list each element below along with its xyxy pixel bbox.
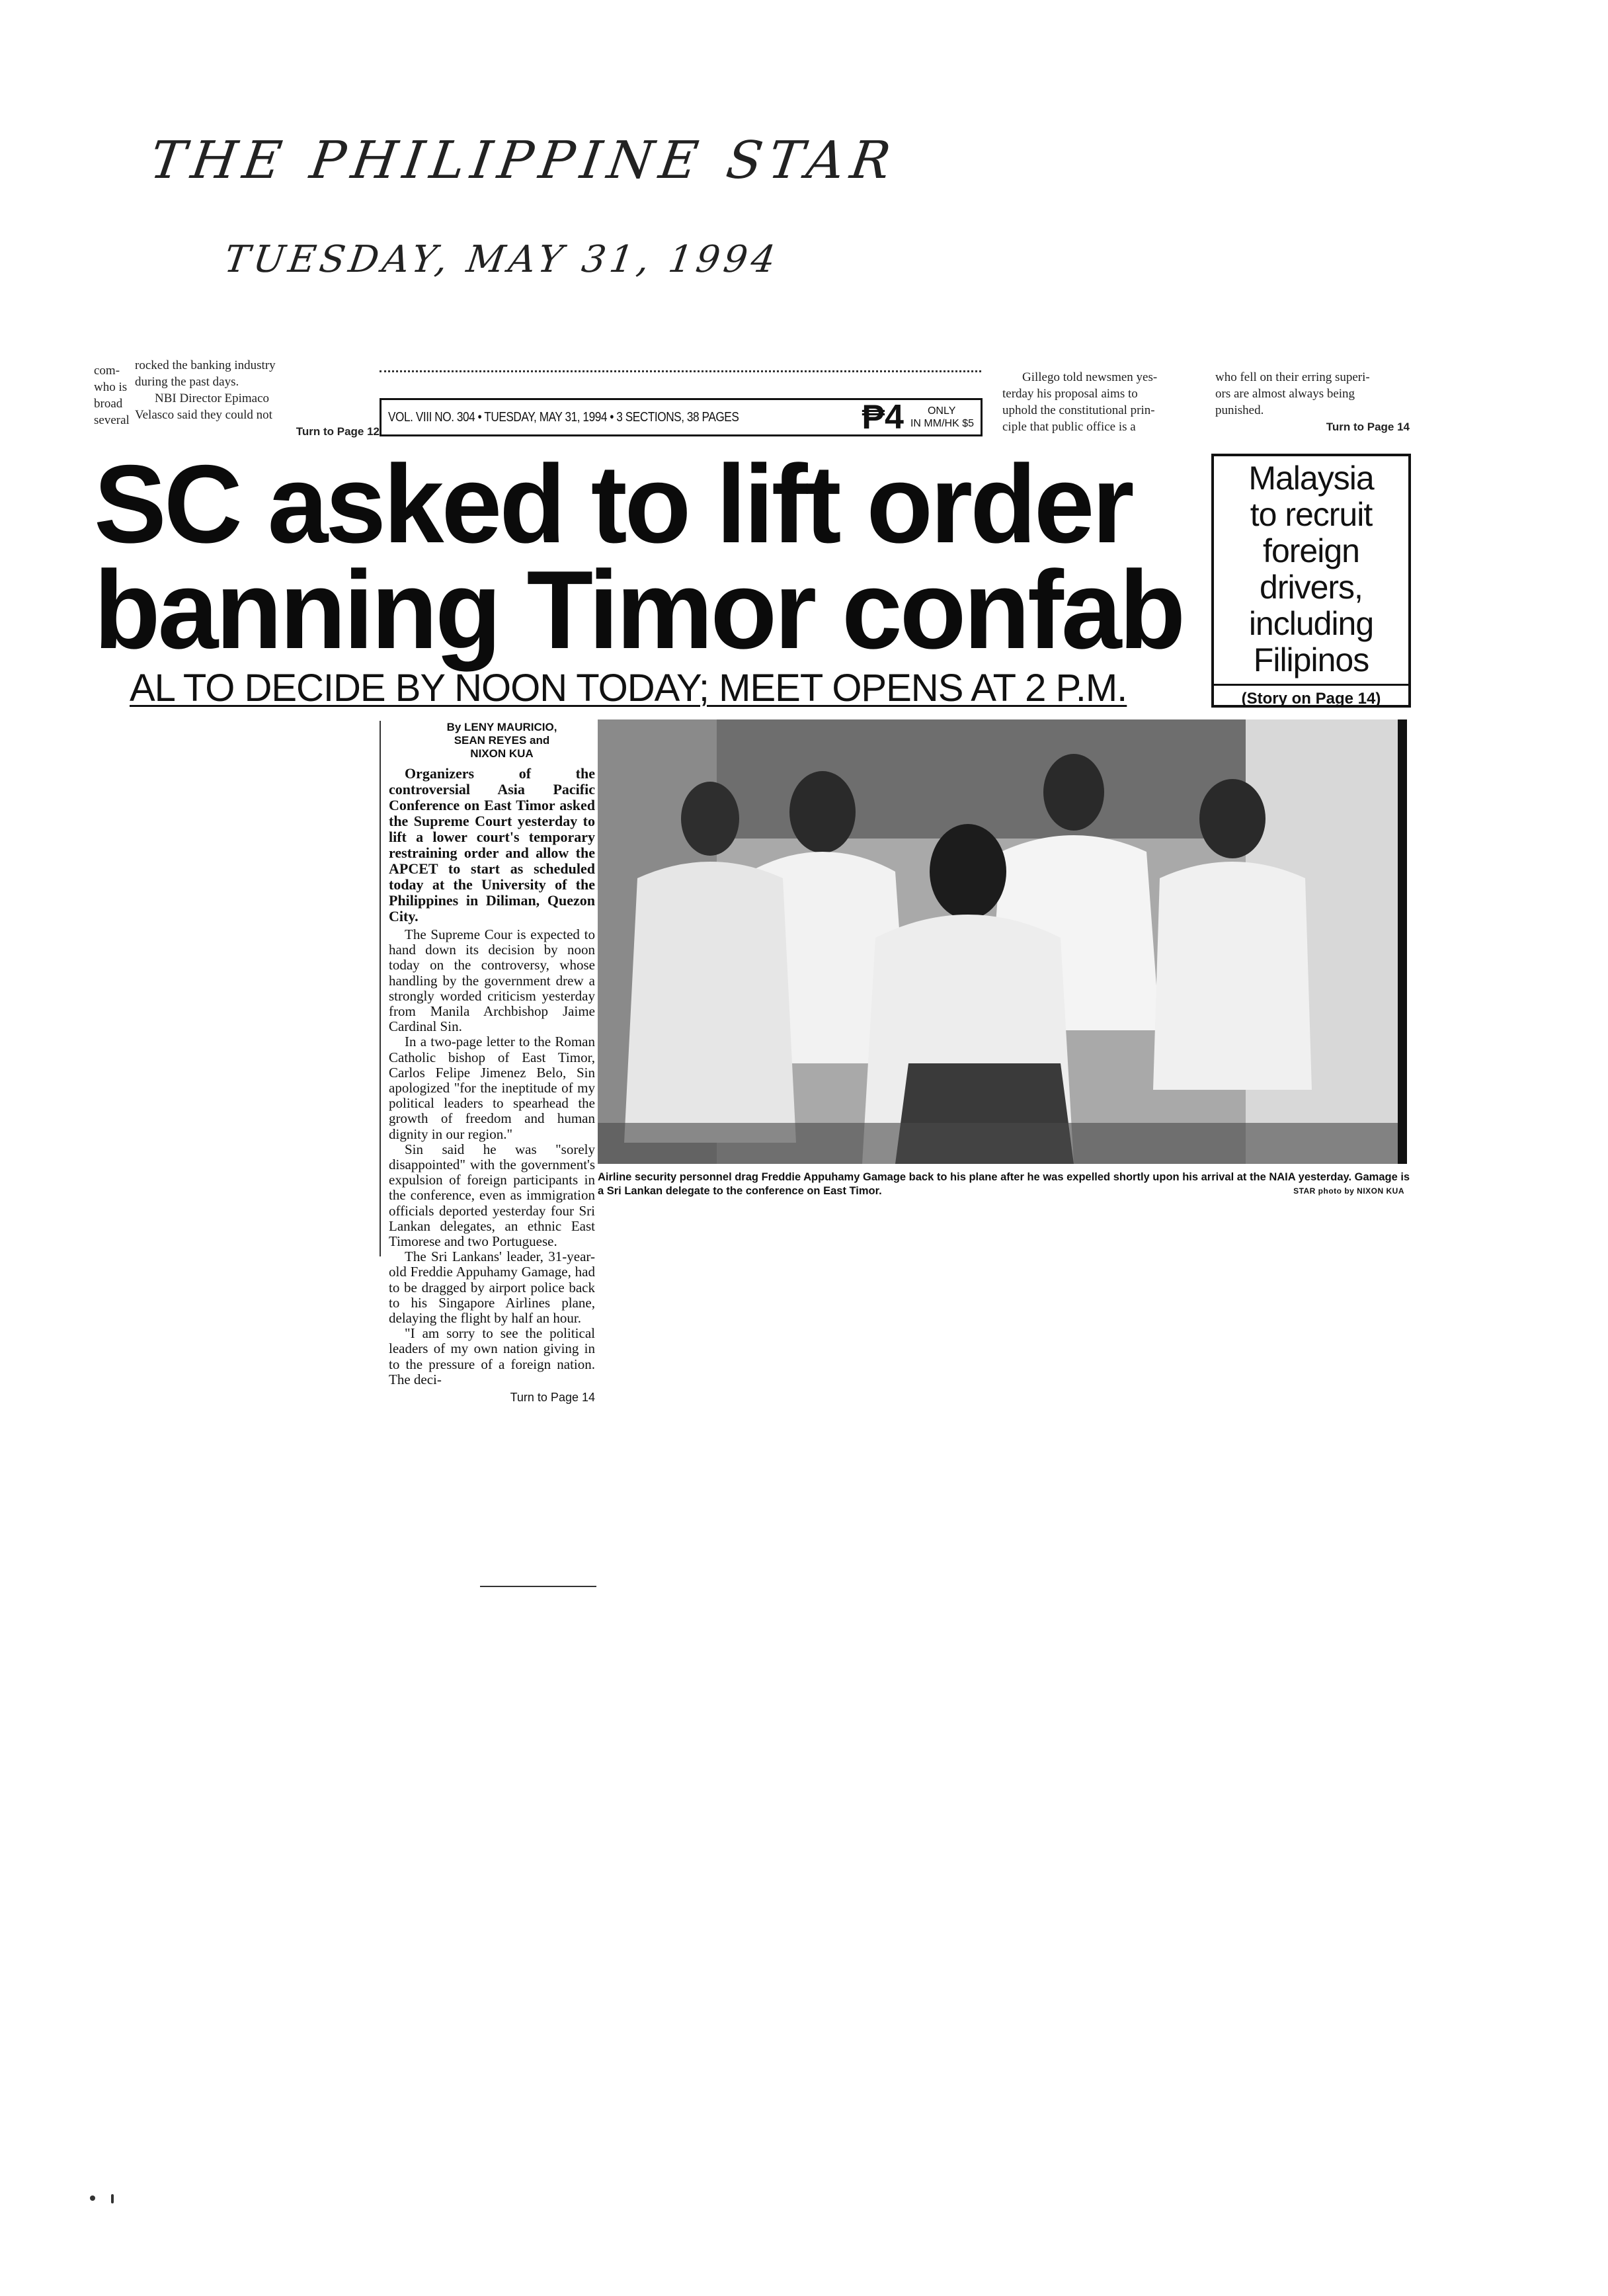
- article-body: [389, 766, 595, 1405]
- headline-line-2: banning Timor confab: [94, 548, 1184, 672]
- strip-right-column-a: Gillego told newsmen yes- terday his proposal aims to uphold the constitutional prin- ciple that public office is a: [1002, 370, 1158, 434]
- column-rule: [380, 721, 381, 1256]
- top-dotted-rule: [380, 370, 981, 372]
- strip-right-turn: Turn to Page 14: [1326, 421, 1410, 433]
- strip-left-turn: Turn to Page 12: [296, 425, 380, 438]
- handwritten-paper-name: THE PHILIPPINE STAR: [146, 131, 901, 190]
- strip-right-column-b: who fell on their erring superi- ors are almost always being punished. Turn to Page 14: [1215, 369, 1410, 435]
- masthead-info-bar: [380, 398, 983, 436]
- article-turn-page: Turn to Page 14: [510, 1391, 595, 1405]
- sidebar-headline: Malaysia to recruit foreign drivers, including Filipinos: [1248, 460, 1374, 678]
- sidebar-teaser-box: [1211, 454, 1411, 708]
- photo-illustration: [598, 719, 1398, 1164]
- handwritten-date: TUESDAY, MAY 31, 1994: [221, 238, 782, 281]
- photo-caption: Airline security personnel drag Freddie Appuhamy Gamage back to his plane after he was expelled shortly upon his arrival at the NAIA yesterday. Gamage is a Sri Lankan delegate to the conference on East Timor. STAR photo by NIXON KUA: [598, 1171, 1410, 1197]
- strip-left-prefix: com- who is broad several: [94, 364, 130, 427]
- subheadline: AL TO DECIDE BY NOON TODAY; MEET OPENS AT 2 P.M.: [130, 667, 1127, 710]
- volume-line: VOL. VIII NO. 304 • TUESDAY, MAY 31, 1994 • 3 SECTIONS, 38 PAGES: [388, 409, 739, 425]
- article-paragraph: The Supreme Cour is expected to hand down its decision by noon today on the controversy, whose handling by the government drew a strongly worded criticism yesterday from Manila Archbishop Jaime Cardinal Sin.: [389, 926, 595, 1035]
- price-note: ONLY IN MM/HK $5: [910, 405, 974, 429]
- byline: By LENY MAURICIO, SEAN REYES and NIXON KUA: [446, 721, 557, 760]
- scan-speck: [90, 2195, 95, 2201]
- price: ₱4: [862, 398, 904, 436]
- article-end-rule: [480, 1586, 596, 1587]
- article-paragraph: In a two-page letter to the Roman Catholic bishop of East Timor, Carlos Felipe Jimenez Belo, Sin apologized "for the ineptitude of my political leaders to spearhead the growth of freedom and human dignity in our region.": [389, 1034, 595, 1142]
- article-paragraph: The Sri Lankans' leader, 31-year-old Freddie Appuhamy Gamage, had to be dragged by airport police back to his Singapore Airlines plane, delaying the flight by half an hour.: [389, 1249, 595, 1327]
- article-paragraph: "I am sorry to see the political leaders of my own nation giving in to the pressure of a foreign nation. The deci-: [389, 1325, 595, 1387]
- news-photo: [598, 719, 1407, 1164]
- photo-credit: STAR photo by NIXON KUA: [1293, 1186, 1404, 1196]
- article-lead: Organizers of the controversial Asia Pacific Conference on East Timor asked the Supreme Court yesterday to lift a lower court's temporary restraining order and allow the APCET to start as scheduled today at the University of the Philippines in Diliman, Quezon City.: [389, 765, 595, 924]
- strip-left-column: rocked the banking industry during the past days. NBI Director Epimaco Velasco said they could not Turn to Page 12: [135, 357, 380, 440]
- scan-speck: [111, 2194, 114, 2203]
- headline-line-1: SC asked to lift order: [94, 442, 1132, 566]
- sidebar-page-ref: (Story on Page 14): [1214, 684, 1408, 708]
- article-paragraph: Sin said he was "sorely disappointed" with the government's expulsion of foreign participants in the conference, even as immigration officials deported yesterday four Sri Lankan delegates, an ethnic East Timorese and two Portuguese.: [389, 1141, 595, 1250]
